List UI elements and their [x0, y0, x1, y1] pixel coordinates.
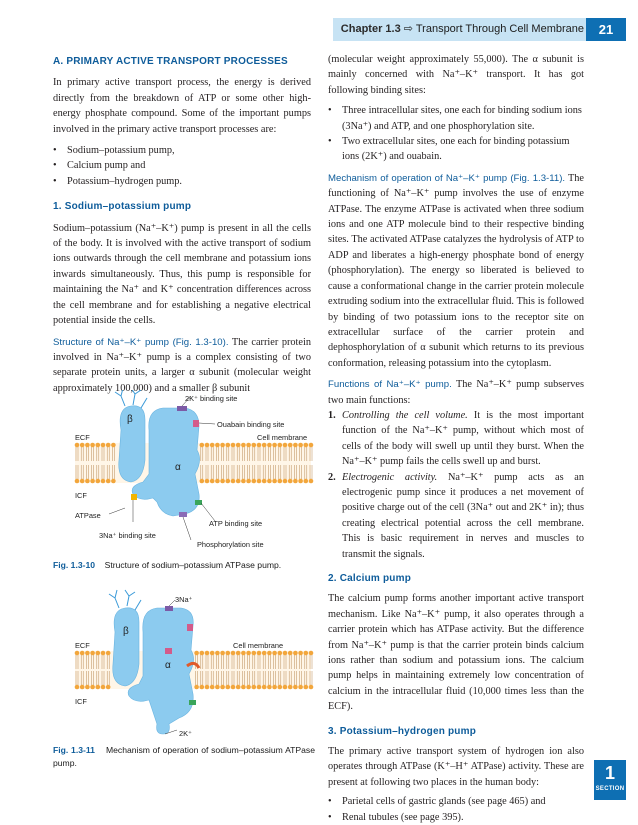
figure-caption-1-3-11	[53, 744, 315, 770]
label-beta-2: β	[123, 626, 129, 637]
label-icf-2: ICF	[75, 697, 87, 706]
list-item: • Potassium–hydrogen pump.	[53, 174, 311, 189]
section-heading-a: A. PRIMARY ACTIVE TRANSPORT PROCESSES	[53, 56, 288, 67]
label-atp-site: ATP binding site	[209, 519, 263, 528]
page-header	[0, 0, 638, 41]
mechanism-text: The functioning of Na⁺–K⁺ pump involves the use of enzyme ATPase. The enzyme ATPase is activated when three sodium ions and one ATP molecule bind to their respective binding sites. The activated ATPase catalyzes the hydrolysis of ATP to ADP and liberates a high-energy phosphate bond of energy (phosphorylation). The energy so liberated is believed to cause a conformational change in the carrier protein molecule extruding sodium into the extracellular fluid. This is followed by binding of two potassium ions to the receptor site on extracellular surface of the carrier protein and dephosphorylation of α subunit which returns to its previous conformation, releasing potassium into the cytoplasm.	[328, 172, 584, 369]
places-list	[328, 794, 584, 825]
binding-sites-list	[328, 103, 584, 165]
figure-na-k-pump-mechanism	[53, 588, 315, 740]
functions-label: Functions of Na⁺–K⁺ pump.	[328, 379, 452, 391]
channel-marker	[165, 648, 172, 654]
label-alpha: α	[175, 462, 181, 473]
mechanism-paragraph	[328, 171, 584, 371]
label-cell-membrane-2: Cell membrane	[233, 641, 284, 650]
potassium-hydrogen-paragraph: The primary active transport system of hydrogen ion also operates through ATPase (K⁺–H⁺ ATPase) activity. These are present at following two places in the human body:	[328, 746, 584, 788]
heading-potassium-hydrogen-pump: 3. Potassium–hydrogen pump	[328, 725, 477, 737]
pump-list	[53, 143, 311, 189]
label-ecf: ECF	[75, 433, 90, 442]
intro-paragraph: In primary active transport process, the energy is derived directly from the breakdown of ATP or some other high-energy phosphate compound. Some of the important pumps involved in the primary active transport processes are:	[53, 77, 311, 135]
page-number: 21	[586, 18, 626, 41]
structure-text: The carrier protein involved in Na⁺–K⁺ pump is a complex consisting of two separate protein units, a larger α subunit (molecular weight approximately 100,000) and a smaller β subunit	[53, 336, 311, 394]
label-alpha-2: α	[165, 660, 171, 671]
mechanism-label: Mechanism of operation of Na⁺–K⁺ pump (Fig. 1.3-11).	[328, 172, 566, 184]
left-column	[53, 54, 311, 396]
chapter-title: Transport Through Cell Membrane	[415, 23, 584, 35]
oligosaccharide-chains	[115, 390, 147, 408]
figure-na-k-atpase-structure	[53, 390, 315, 558]
section-badge	[594, 760, 626, 800]
label-ouabain-site: Ouabain binding site	[217, 420, 285, 429]
ouabain-site-marker-2	[187, 624, 193, 631]
list-item: 1. Controlling the cell volume. It is the most important function of the Na⁺–K⁺ pump, without which most of cells of the body will swell up until they burst. When the Na⁺–K⁺ pump fails the cells swell up and burst.	[328, 409, 584, 468]
list-item: • Sodium–potassium pump,	[53, 143, 311, 158]
list-item: • Calcium pump and	[53, 158, 311, 173]
ouabain-site-marker	[193, 420, 199, 427]
k-site-marker-2	[165, 606, 173, 611]
figure-caption-1-3-10	[53, 559, 315, 572]
label-3na: 3Na⁺	[175, 595, 193, 604]
list-item: • Renal tubules (see page 395).	[328, 810, 584, 825]
caption-number-2: Fig. 1.3-11	[53, 745, 95, 755]
running-title	[338, 22, 584, 35]
oligosaccharide-chains-2	[109, 590, 141, 610]
label-atpase: ATPase	[75, 511, 101, 520]
section-number: 1	[604, 763, 615, 783]
label-phosphorylation-site: Phosphorylation site	[197, 540, 264, 549]
caption-number: Fig. 1.3-10	[53, 560, 96, 570]
structure-label: Structure of Na⁺–K⁺ pump (Fig. 1.3-10).	[53, 336, 229, 348]
list-item: • Three intracellular sites, one each for binding sodium ions (3Na⁺) and ATP, and one phosphorylation site.	[328, 103, 584, 134]
functions-paragraph	[328, 377, 584, 408]
continuation-paragraph: (molecular weight approximately 55,000). The α subunit is mainly concerned with Na⁺–K⁺ transport. It has got following binding sites:	[328, 54, 584, 96]
right-column	[328, 52, 584, 825]
chapter-label: Chapter 1.3	[340, 23, 401, 35]
list-item: • Parietal cells of gastric glands (see page 465) and	[328, 794, 584, 809]
arrow-icon: ⇨	[403, 23, 413, 35]
list-item: 2. Electrogenic activity. Na⁺–K⁺ pump acts as an electrogenic pump since it produces a net movement of positive charge out of the cell (3Na⁺ out and 2K⁺ in); thus creating electrical potential across the cell membrane. This is basic requirement in nerves and muscles to transmit the signals.	[328, 471, 585, 560]
caption-text: Structure of sodium–potassium ATPase pump.	[104, 560, 282, 570]
label-2k: 2K⁺	[179, 729, 192, 738]
na-k-paragraph: Sodium–potassium (Na⁺–K⁺) pump is present in all the cells of the body. It is involved with the active transport of sodium ions outwards through the cell membrane and potassium ions inwards simultaneously. Thus, this pump is responsible for maintaining the Na⁺ and K⁺ concentration differences across the cell membrane and for establishing a negative electrical potential inside the cells.	[53, 222, 311, 327]
structure-paragraph	[53, 335, 311, 397]
label-na-site: 3Na⁺ binding site	[99, 531, 156, 540]
atp-site-marker-2	[189, 700, 196, 705]
atp-site-marker	[195, 500, 202, 505]
label-cell-membrane: Cell membrane	[257, 433, 308, 442]
caption-text-2: Mechanism of operation of sodium–potassium ATPase pump.	[53, 745, 315, 768]
calcium-paragraph: The calcium pump forms another important active transport mechanism. Like Na⁺–K⁺ pump, it also operates through a carrier protein which has ATPase activity. But the difference from Na⁺–K⁺ pump is that the carrier protein binds calcium ions rather than sodium and potassium ions. The calcium pump helps in maintaining extremely low concentration of calcium in the intracellular fluid (10,000 times less than the ECF).	[328, 593, 584, 713]
heading-sodium-potassium-pump: 1. Sodium–potassium pump	[53, 201, 192, 213]
functions-text: The Na⁺–K⁺ pump subserves two main functions:	[328, 379, 584, 406]
label-k-binding-site: 2K⁺ binding site	[185, 394, 238, 403]
list-item: • Two extracellular sites, one each for binding potassium ions (2K⁺) and ouabain.	[328, 134, 584, 165]
phospho-site-marker	[179, 512, 187, 517]
beta-subunit-2	[113, 608, 139, 686]
label-ecf-2: ECF	[75, 641, 90, 650]
functions-list	[328, 408, 584, 562]
label-beta: β	[127, 414, 133, 425]
section-label: SECTION	[595, 786, 625, 792]
label-icf: ICF	[75, 491, 87, 500]
na-site-marker	[131, 494, 137, 500]
k-binding-site-marker	[177, 406, 187, 411]
heading-calcium-pump: 2. Calcium pump	[328, 573, 412, 584]
